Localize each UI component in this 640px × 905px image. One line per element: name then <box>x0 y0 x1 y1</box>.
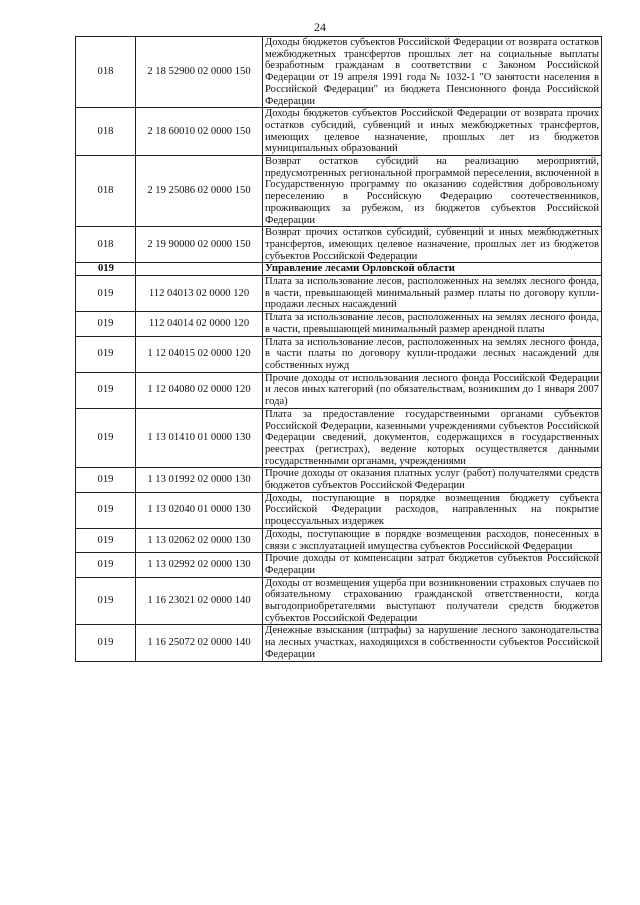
table-row <box>76 312 602 336</box>
budget-classification-code-cell: 1 12 04015 02 0000 120 <box>136 336 263 372</box>
admin-code-cell: 019 <box>76 528 136 552</box>
revenue-name-cell: Плата за использование лесов, расположенных на землях лесного фонда, в части, превышающей минимальный размер платы по договору купли-продажи лесных насаждений <box>263 276 602 312</box>
revenue-name-cell: Плата за предоставление государственными органами субъектов Российской Федерации, казенными учреждениями субъектов Российской Федерации сведений, документов, содержащихся в государственных реестрах (регистрах), ведение которых осуществляется данными государственными органами, учреждениями <box>263 408 602 468</box>
budget-classification-code-cell: 1 13 02062 02 0000 130 <box>136 528 263 552</box>
budget-classification-code-cell: 2 19 90000 02 0000 150 <box>136 227 263 263</box>
revenue-name-cell: Прочие доходы от оказания платных услуг (работ) получателями средств бюджетов субъектов Российской Федерации <box>263 468 602 492</box>
revenue-name-cell: Прочие доходы от использования лесного фонда Российской Федерации и лесов иных категорий (по обязательствам, возникшим до 1 января 2007 года) <box>263 372 602 408</box>
admin-code-cell: 019 <box>76 408 136 468</box>
budget-classification-code-cell: 1 16 25072 02 0000 140 <box>136 625 263 661</box>
admin-code-cell: 019 <box>76 312 136 336</box>
revenue-name-cell: Возврат остатков субсидий на реализацию мероприятий, предусмотренных региональной программой переселения, включенной в Государственную программу по оказанию содействия добровольному переселению в Российскую Федерацию соотечественников, проживающих за рубежом, из бюджетов субъектов Российской Федерации <box>263 156 602 227</box>
admin-code-cell: 018 <box>76 156 136 227</box>
revenue-name-cell: Прочие доходы от компенсации затрат бюджетов субъектов Российской Федерации <box>263 553 602 577</box>
admin-code-cell: 019 <box>76 577 136 625</box>
budget-classification-code-cell: 112 04013 02 0000 120 <box>136 276 263 312</box>
table-row <box>76 227 602 263</box>
budget-classification-code-cell: 1 13 02992 02 0000 130 <box>136 553 263 577</box>
table-row <box>76 577 602 625</box>
admin-code-cell: 018 <box>76 37 136 108</box>
budget-classification-code-cell: 1 13 02040 01 0000 130 <box>136 492 263 528</box>
budget-classification-code-cell: 1 13 01992 02 0000 130 <box>136 468 263 492</box>
table-row <box>76 408 602 468</box>
admin-code-cell: 019 <box>76 553 136 577</box>
admin-code-cell: 019 <box>76 625 136 661</box>
revenue-name-cell: Доходы бюджетов субъектов Российской Федерации от возврата прочих остатков субсидий, субвенций и иных межбюджетных трансфертов, имеющих целевое назначение, прошлых лет из бюджетов муниципальных образований <box>263 108 602 156</box>
budget-classification-code-cell: 1 16 23021 02 0000 140 <box>136 577 263 625</box>
page-number: 24 <box>314 20 326 34</box>
admin-code-cell: 019 <box>76 263 136 276</box>
budget-classification-code-cell: 1 12 04080 02 0000 120 <box>136 372 263 408</box>
table-row <box>76 492 602 528</box>
table-row <box>76 336 602 372</box>
budget-classification-code-cell: 2 18 52900 02 0000 150 <box>136 37 263 108</box>
admin-code-cell: 019 <box>76 372 136 408</box>
budget-classification-code-cell: 112 04014 02 0000 120 <box>136 312 263 336</box>
revenue-name-cell: Плата за использование лесов, расположенных на землях лесного фонда, в части, превышающей минимальный размер арендной платы <box>263 312 602 336</box>
revenue-name-cell: Плата за использование лесов, расположенных на землях лесного фонда, в части платы по договору купли-продажи лесных насаждений для собственных нужд <box>263 336 602 372</box>
table-row <box>76 468 602 492</box>
table-row <box>76 528 602 552</box>
budget-classification-code-cell: 1 13 01410 01 0000 130 <box>136 408 263 468</box>
budget-classification-code-cell: 2 19 25086 02 0000 150 <box>136 156 263 227</box>
table-row <box>76 553 602 577</box>
revenue-codes-table <box>75 36 602 662</box>
admin-code-cell: 019 <box>76 468 136 492</box>
revenue-name-cell: Управление лесами Орловской области <box>263 263 602 276</box>
admin-code-cell: 018 <box>76 108 136 156</box>
table-row <box>76 372 602 408</box>
table-row <box>76 625 602 661</box>
revenue-name-cell: Возврат прочих остатков субсидий, субвенций и иных межбюджетных трансфертов, имеющих целевое назначение, прошлых лет из бюджетов субъектов Российской Федерации <box>263 227 602 263</box>
budget-classification-code-cell <box>136 263 263 276</box>
admin-code-cell: 019 <box>76 336 136 372</box>
revenue-name-cell: Денежные взыскания (штрафы) за нарушение лесного законодательства на лесных участках, находящихся в собственности субъектов Российской Федерации <box>263 625 602 661</box>
section-header-row <box>76 263 602 276</box>
admin-code-cell: 019 <box>76 492 136 528</box>
revenue-name-cell: Доходы бюджетов субъектов Российской Федерации от возврата остатков межбюджетных трансфертов прошлых лет на социальные выплаты безработным гражданам в соответствии с Законом Российской Федерации от 19 апреля 1991 года № 1032-1 "О занятости населения в Российской Федерации" из бюджета Пенсионного фонда Российской Федерации <box>263 37 602 108</box>
table-row <box>76 108 602 156</box>
table-body <box>76 37 602 662</box>
table-row <box>76 156 602 227</box>
revenue-name-cell: Доходы от возмещения ущерба при возникновении страховых случаев по обязательному страхованию гражданской ответственности, когда выгодоприобретателями выступают получатели средств бюджетов субъектов Российской Федерации <box>263 577 602 625</box>
budget-classification-code-cell: 2 18 60010 02 0000 150 <box>136 108 263 156</box>
table-row <box>76 276 602 312</box>
table-row <box>76 37 602 108</box>
revenue-name-cell: Доходы, поступающие в порядке возмещения расходов, понесенных в связи с эксплуатацией имущества субъектов Российской Федерации <box>263 528 602 552</box>
admin-code-cell: 019 <box>76 276 136 312</box>
admin-code-cell: 018 <box>76 227 136 263</box>
revenue-name-cell: Доходы, поступающие в порядке возмещения бюджету субъекта Российской Федерации расходов, направленных на покрытие процессуальных издержек <box>263 492 602 528</box>
